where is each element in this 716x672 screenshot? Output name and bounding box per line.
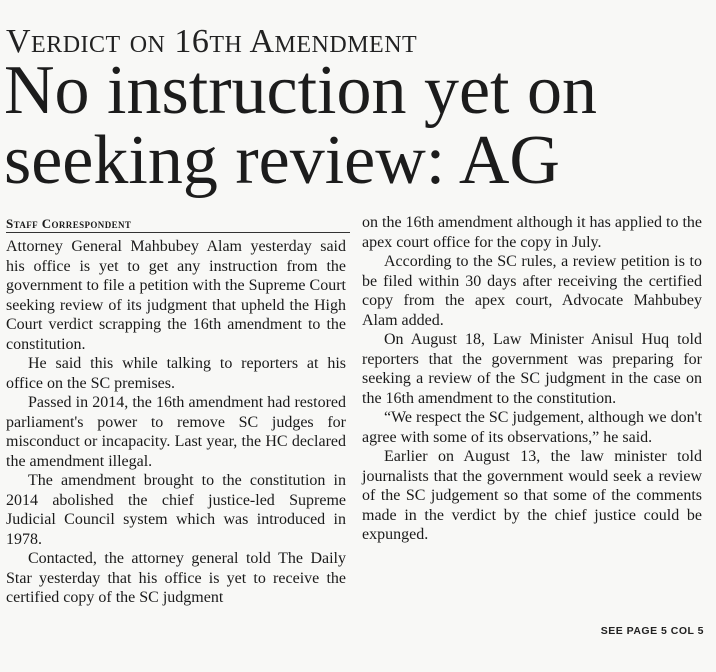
headline: No instruction yet on seeking review: AG bbox=[4, 52, 597, 199]
paragraph: He said this while talking to reporters at his office on the SC premises. bbox=[6, 355, 346, 392]
paragraph: on the 16th amendment although it has applied to the apex court office for the copy in July. bbox=[362, 214, 702, 251]
paragraph: Contacted, the attorney general told The Daily Star yesterday that his office is yet to receive the certified copy of the SC judgment bbox=[6, 550, 346, 606]
paragraph: Attorney General Mahbubey Alam yesterday said his office is yet to get any instruction from the government to file a petition with the Supreme Court seeking review of its judgment that upheld the High Court verdict scrapping the 16th amendment to the constitution. bbox=[6, 238, 346, 353]
left-column bbox=[6, 237, 346, 608]
paragraph: “We respect the SC judgement, although we don't agree with some of its observations,” he said. bbox=[362, 409, 702, 446]
right-column bbox=[362, 213, 702, 545]
continued-on-label: SEE PAGE 5 COL 5 bbox=[600, 625, 704, 637]
paragraph: The amendment brought to the constitution in 2014 abolished the chief justice-led Supreme Judicial Council system which was introduced in 1978. bbox=[6, 472, 346, 548]
byline-rule bbox=[6, 232, 350, 233]
paragraph: Earlier on August 13, the law minister told journalists that the government would seek a review of the SC judgement so that some of the comments made in the verdict by the chief justice could be expunged. bbox=[362, 448, 702, 543]
kicker: Verdict on 16th Amendment bbox=[6, 23, 418, 60]
paragraph: Passed in 2014, the 16th amendment had restored parliament's power to remove SC judges for misconduct or incapacity. Last year, the HC declared the amendment illegal. bbox=[6, 394, 346, 470]
byline: Staff Correspondent bbox=[6, 216, 132, 231]
paragraph: On August 18, Law Minister Anisul Huq told reporters that the government was preparing for seeking a review of the SC judgment in the case on the 16th amendment to the constitution. bbox=[362, 331, 702, 407]
paragraph: According to the SC rules, a review petition is to be filed within 30 days after receiving the certified copy from the apex court, Advocate Mahbubey Alam added. bbox=[362, 253, 702, 329]
